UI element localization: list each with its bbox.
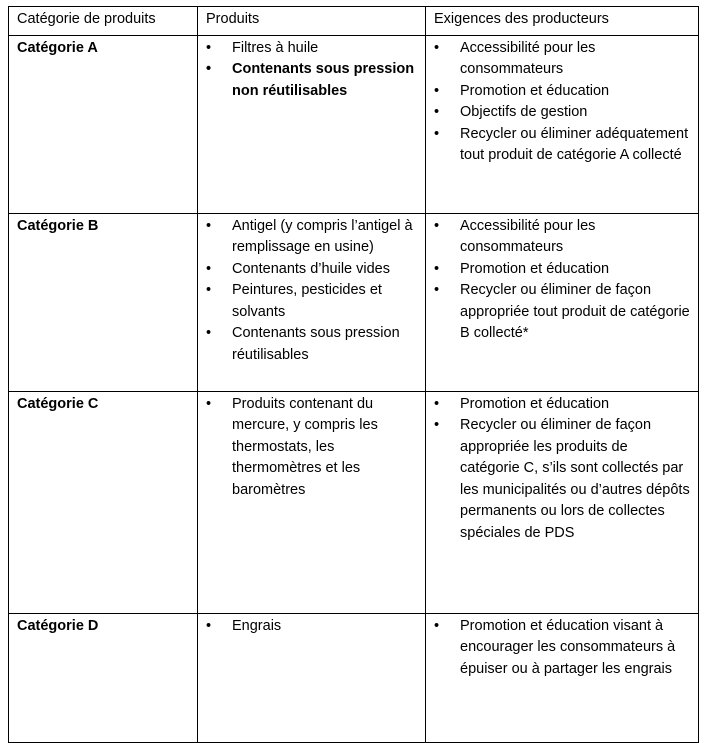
products-list xyxy=(206,216,417,367)
list-item: • Objectifs de gestion xyxy=(434,102,690,124)
list-item: • Contenants sous pression non réutilisables xyxy=(206,59,417,102)
header-requirements: Exigences des producteurs xyxy=(426,7,699,36)
requirements-cell xyxy=(426,35,699,213)
list-item: • Accessibilité pour les consommateurs xyxy=(434,38,690,81)
list-item: • Promotion et éducation xyxy=(434,259,690,281)
table-row xyxy=(9,391,699,613)
list-item: • Promotion et éducation visant à encourager les consommateurs à épuiser ou à partager les engrais xyxy=(434,616,690,681)
requirements-list xyxy=(434,616,690,681)
requirements-list xyxy=(434,216,690,345)
requirements-cell xyxy=(426,213,699,391)
requirements-cell xyxy=(426,391,699,613)
header-products: Produits xyxy=(198,7,426,36)
list-item: • Antigel (y compris l’antigel à remplissage en usine) xyxy=(206,216,417,259)
products-cell xyxy=(198,391,426,613)
list-item: • Produits contenant du mercure, y compris les thermostats, les thermomètres et les baromètres xyxy=(206,394,417,502)
products-cell xyxy=(198,613,426,742)
list-item: • Recycler ou éliminer de façon appropriée les produits de catégorie C, s’ils sont collectés par les municipalités ou d’autres dépôts permanents ou lors de collectes spéciales de PDS xyxy=(434,415,690,544)
category-cell: Catégorie D xyxy=(9,613,198,742)
table-row xyxy=(9,213,699,391)
category-cell: Catégorie A xyxy=(9,35,198,213)
list-item: • Peintures, pesticides et solvants xyxy=(206,280,417,323)
requirements-list xyxy=(434,394,690,545)
products-cell xyxy=(198,35,426,213)
requirements-list xyxy=(434,38,690,167)
header-row xyxy=(9,7,699,36)
requirements-cell xyxy=(426,613,699,742)
list-item: • Promotion et éducation xyxy=(434,81,690,103)
table-row xyxy=(9,35,699,213)
table-row xyxy=(9,613,699,742)
list-item: • Recycler ou éliminer adéquatement tout produit de catégorie A collecté xyxy=(434,124,690,167)
list-item: • Promotion et éducation xyxy=(434,394,690,416)
list-item: • Contenants sous pression réutilisables xyxy=(206,323,417,366)
category-cell: Catégorie C xyxy=(9,391,198,613)
list-item: • Engrais xyxy=(206,616,417,638)
products-list xyxy=(206,616,417,638)
list-item: • Accessibilité pour les consommateurs xyxy=(434,216,690,259)
products-list xyxy=(206,38,417,103)
category-cell: Catégorie B xyxy=(9,213,198,391)
list-item: • Recycler ou éliminer de façon appropriée tout produit de catégorie B collecté* xyxy=(434,280,690,345)
products-cell xyxy=(198,213,426,391)
list-item: • Contenants d’huile vides xyxy=(206,259,417,281)
products-list xyxy=(206,394,417,502)
producer-requirements-table xyxy=(8,6,699,743)
list-item: • Filtres à huile xyxy=(206,38,417,60)
header-category: Catégorie de produits xyxy=(9,7,198,36)
